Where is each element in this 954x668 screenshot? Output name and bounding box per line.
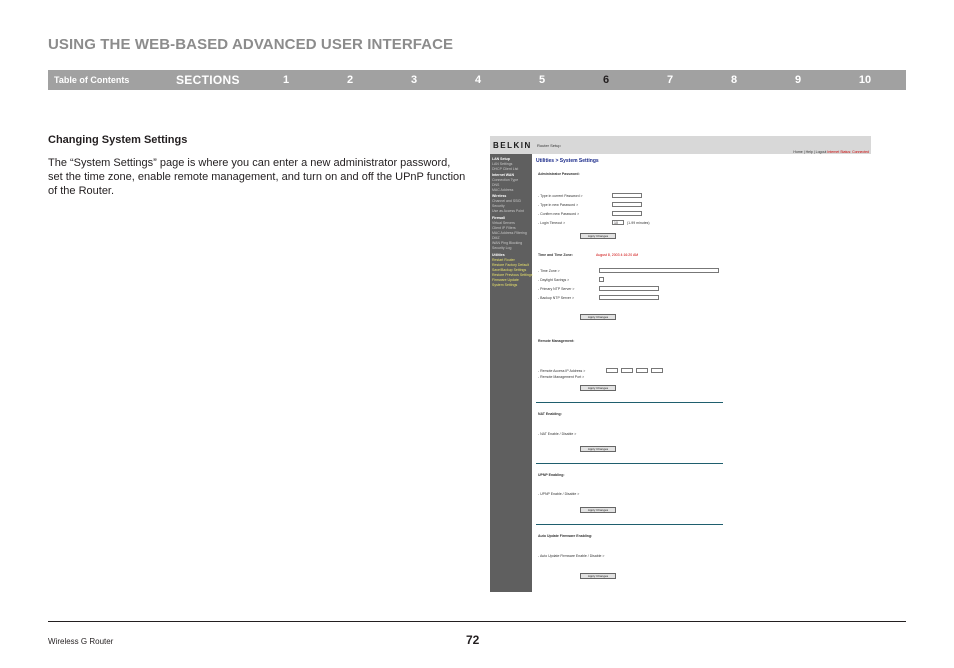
- section-nat: NAT Enabling:: [538, 412, 562, 416]
- router-top-links-left: Home | Help | Logout: [793, 150, 827, 154]
- timezone-select[interactable]: [599, 268, 719, 273]
- sidebar-item-wireless: Wireless: [492, 194, 507, 198]
- sidebar-item: Security Log: [492, 246, 512, 250]
- confirm-password-input[interactable]: [612, 211, 642, 216]
- section-link-9[interactable]: 9: [794, 74, 802, 86]
- section-autoupdate: Auto Update Firmware Enabling:: [538, 534, 593, 538]
- apply-changes-button-2[interactable]: Apply Changes: [580, 314, 616, 320]
- sidebar-item: Virtual Servers: [492, 221, 515, 225]
- section-navbar: [48, 70, 906, 90]
- page-number: 72: [466, 633, 480, 647]
- section-link-4[interactable]: 4: [474, 74, 482, 86]
- sidebar-item: Client IP Filters: [492, 226, 516, 230]
- primary-ntp-select[interactable]: [599, 286, 659, 291]
- sidebar-item: Restore Previous Settings: [492, 273, 533, 277]
- apply-changes-button-1[interactable]: Apply Changes: [580, 233, 616, 239]
- field-backup-ntp-label: - Backup NTP Server >: [538, 296, 575, 300]
- sidebar-item-utilities: Utilities: [492, 253, 505, 257]
- sidebar-item: MAC Address: [492, 188, 514, 192]
- page-header-title: USING THE WEB-BASED ADVANCED USER INTERFACE: [48, 36, 454, 53]
- sidebar-item: Firmware Update: [492, 278, 519, 282]
- sidebar-item: DNS: [492, 183, 500, 187]
- sidebar-item: DMZ: [492, 236, 500, 240]
- sidebar-item: DHCP Client List: [492, 167, 519, 171]
- router-sidebar: [490, 154, 532, 592]
- section-heading: Changing System Settings: [48, 134, 188, 146]
- section-link-1[interactable]: 1: [282, 74, 290, 86]
- field-remote-port-label: - Remote Management Port >: [538, 375, 585, 379]
- login-timeout-unit: (1-99 minutes): [627, 221, 650, 225]
- remote-ip-octet-3[interactable]: [636, 368, 648, 373]
- section-link-8[interactable]: 8: [730, 74, 738, 86]
- section-remote: Remote Management:: [538, 339, 575, 343]
- backup-ntp-select[interactable]: [599, 295, 659, 300]
- router-top-links: [793, 150, 869, 154]
- table-of-contents-link[interactable]: Table of Contents: [54, 75, 130, 85]
- apply-changes-button-3[interactable]: Apply Changes: [580, 385, 616, 391]
- field-upnp-label: - UPNP Enable / Disable >: [538, 492, 580, 496]
- remote-ip-octet-2[interactable]: [621, 368, 633, 373]
- apply-changes-button-4[interactable]: Apply Changes: [580, 446, 616, 452]
- sidebar-item: Save/Backup Settings: [492, 268, 527, 272]
- sidebar-item-internet-wan: Internet WAN: [492, 173, 514, 177]
- sections-label: SECTIONS: [176, 73, 240, 87]
- sidebar-item: Channel and SSID: [492, 199, 521, 203]
- sidebar-item: LAN Settings: [492, 162, 513, 166]
- section-link-2[interactable]: 2: [346, 74, 354, 86]
- field-confirm-password-label: - Confirm new Password >: [538, 212, 580, 216]
- router-header-bar: [490, 136, 871, 154]
- new-password-input[interactable]: [612, 202, 642, 207]
- footer-product-name: Wireless G Router: [48, 637, 114, 646]
- section-link-3[interactable]: 3: [410, 74, 418, 86]
- dst-checkbox[interactable]: [599, 277, 604, 282]
- section-link-7[interactable]: 7: [666, 74, 674, 86]
- router-page-title: Utilities > System Settings: [536, 158, 599, 164]
- remote-ip-octet-4[interactable]: [651, 368, 663, 373]
- section-admin-password: Administrator Password:: [538, 172, 580, 176]
- section-divider: [536, 524, 723, 525]
- field-primary-ntp-label: - Primary NTP Server >: [538, 287, 575, 291]
- router-system-settings-screenshot: [490, 136, 871, 592]
- field-login-timeout-label: - Login Timeout >: [538, 221, 566, 225]
- login-timeout-input[interactable]: 10: [612, 220, 624, 225]
- remote-ip-octet-1[interactable]: [606, 368, 618, 373]
- section-divider: [536, 402, 723, 403]
- apply-changes-button-5[interactable]: Apply Changes: [580, 507, 616, 513]
- footer-divider: [48, 621, 906, 622]
- sidebar-item: Restore Factory Default: [492, 263, 529, 267]
- sidebar-item: Connection Type: [492, 178, 519, 182]
- router-main-panel: [536, 156, 866, 590]
- section-link-5[interactable]: 5: [538, 74, 546, 86]
- field-nat-label: - NAT Enable / Disable >: [538, 432, 577, 436]
- sidebar-item: Use as Access Point: [492, 209, 524, 213]
- sidebar-item: Restart Router: [492, 258, 515, 262]
- field-dst-label: - Daylight Savings >: [538, 278, 570, 282]
- section-link-10[interactable]: 10: [858, 74, 872, 86]
- sidebar-item: WAN Ping Blocking: [492, 241, 523, 245]
- sidebar-item: Security: [492, 204, 505, 208]
- field-remote-ip-label: - Remote Access IP Address >: [538, 369, 586, 373]
- sidebar-item: MAC Address Filtering: [492, 231, 527, 235]
- current-password-input[interactable]: [612, 193, 642, 198]
- sidebar-item-firewall: Firewall: [492, 216, 506, 220]
- sidebar-item: System Settings: [492, 283, 518, 287]
- field-timezone-label: - Time Zone >: [538, 269, 560, 273]
- body-paragraph: The “System Settings” page is where you can enter a new administrator password, set the time zone, enable remote management, and turn on and off the UPnP function of the Router.: [48, 157, 466, 197]
- router-internet-status: Internet Status: Connected: [827, 150, 869, 154]
- field-new-password-label: - Type in new Password >: [538, 203, 579, 207]
- router-header-title: Router Setup: [537, 143, 561, 148]
- sidebar-item-lan-setup: LAN Setup: [492, 157, 510, 161]
- field-autoupdate-label: - Auto Update Firmware Enable / Disable >: [538, 554, 605, 558]
- section-time: Time and Time Zone:: [538, 253, 573, 257]
- belkin-logo: BELKIN: [493, 141, 532, 150]
- current-time-value: August 8, 2003 4:16:20 AM: [596, 253, 639, 257]
- field-current-password-label: - Type in current Password >: [538, 194, 583, 198]
- apply-changes-button-6[interactable]: Apply Changes: [580, 573, 616, 579]
- section-divider: [536, 463, 723, 464]
- section-link-6[interactable]: 6: [602, 74, 610, 86]
- section-upnp: UPNP Enabling:: [538, 473, 565, 477]
